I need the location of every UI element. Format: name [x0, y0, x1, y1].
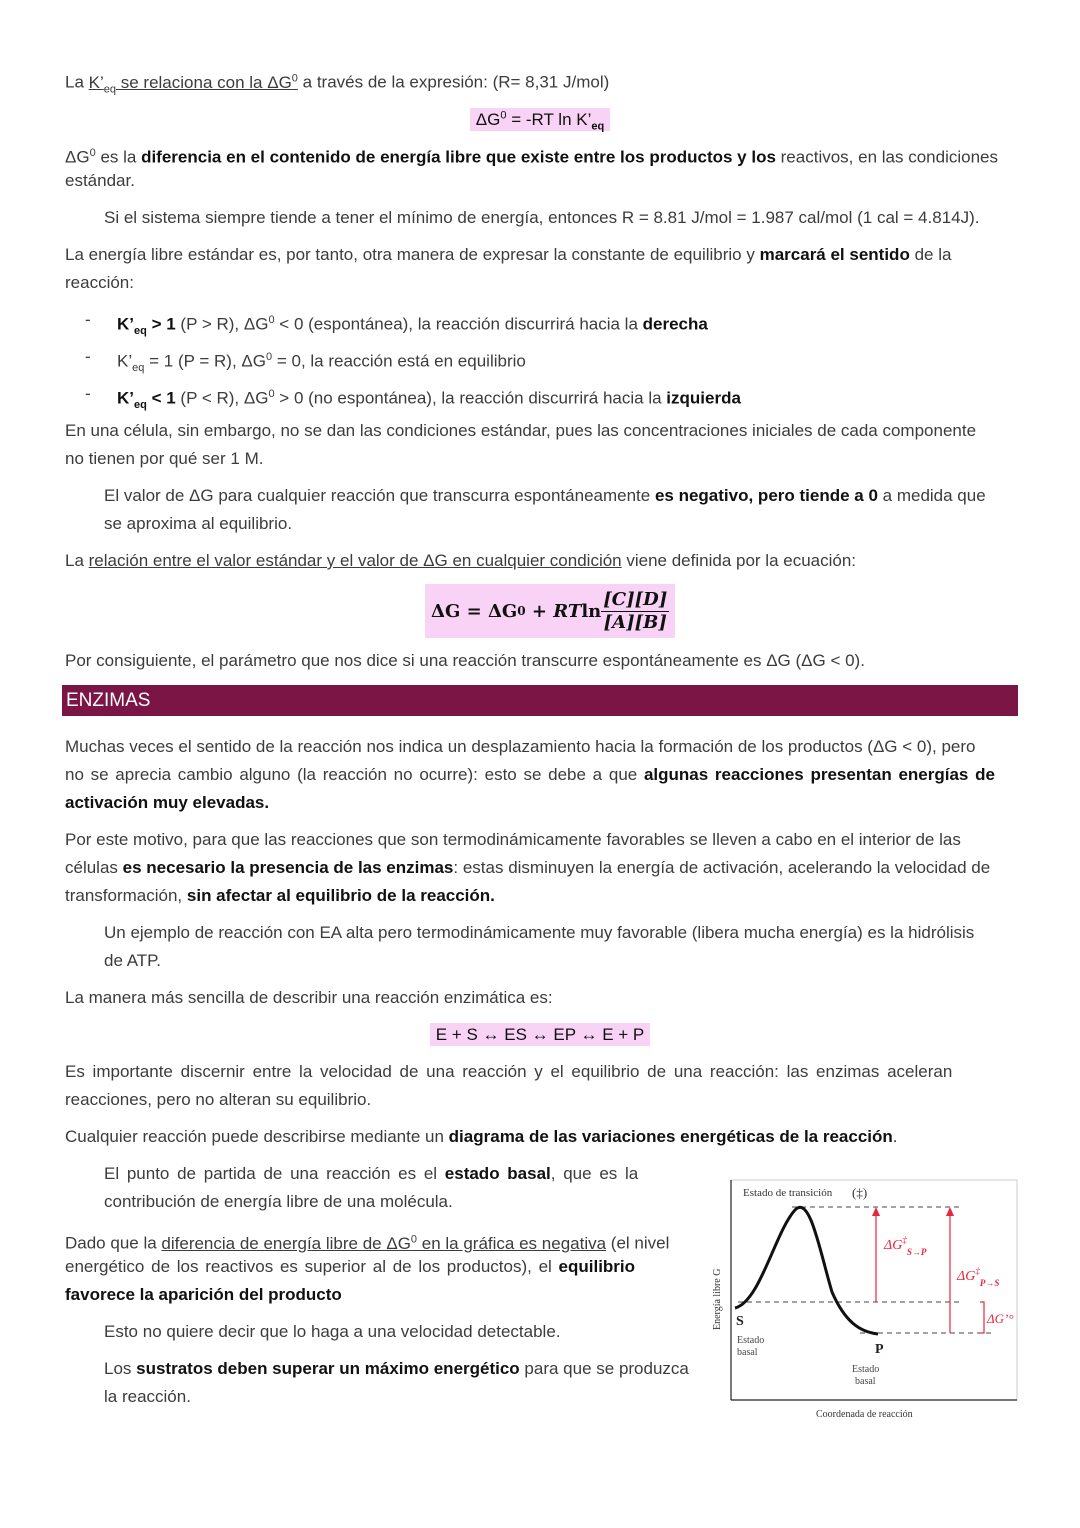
- paragraph-dg-negative-end: favorece la aparición del producto: [65, 1285, 342, 1304]
- paragraph-activation-cont: no se aprecia cambio alguno (la reacción no ocurre): esto se debe a que algunas reacciones presentan energías de: [65, 765, 995, 784]
- list-item-dash: -: [85, 310, 91, 329]
- paragraph-enzymatic-reaction: La manera más sencilla de describir una reacción enzimática es:: [65, 988, 553, 1007]
- paragraph-keq-relation: La $K’_{eq}$ se relaciona con la $\Delta G^0$ a través de la expresión: (R= 8,31 J/mol): [65, 72, 610, 96]
- paragraph-enzymes-needed-cont: células es necesario la presencia de las enzimas: estas disminuyen la energía de activación, acelerando la velocidad de: [65, 858, 991, 877]
- transition-symbol: (‡): [852, 1185, 868, 1200]
- paragraph-basal-state-cont: contribución de energía libre de una molécula.: [104, 1192, 453, 1211]
- paragraph-free-energy-standard: La energía libre estándar es, por tanto, otra manera de expresar la constante de equilibrio y marcará el sentido de la: [65, 245, 952, 264]
- paragraph-dg0-definition-cont: estándar.: [65, 171, 135, 190]
- equation-dg: ΔG = ΔG 0 + RT ln $\frac{[C][D]}{[A][B]}$: [425, 584, 675, 638]
- paragraph-detectable: Esto no quiere decir que lo haga a una velocidad detectable.: [104, 1322, 561, 1341]
- paragraph-dg-negative: Dado que la diferencia de energía libre de $\Delta G^0$ en la gráfica es negativa (el nivel: [65, 1233, 670, 1253]
- paragraph-substrates: Los sustratos deben superar un máximo energético para que se produzca: [104, 1359, 689, 1378]
- paragraph-atp-example: Un ejemplo de reacción con EA alta pero termodinámicamente muy favorable (libera mucha energía) es la hidrólisis: [104, 923, 975, 942]
- paragraph-cell-conditions: En una célula, sin embargo, no se dan las condiciones estándar, pues las concentraciones iniciales de cada componente: [65, 421, 977, 440]
- dg-p-s-label: $\Delta G^\ddagger_{P\to S}$: [957, 1266, 1000, 1288]
- transition-state-label: Estado de transición: [743, 1187, 833, 1199]
- paragraph-free-energy-standard-cont: reacción:: [65, 273, 134, 292]
- s-basal-label-2: basal: [737, 1347, 758, 1358]
- s-label: S: [736, 1314, 744, 1329]
- paragraph-velocity: Es importante discernir entre la velocidad de una reacción y el equilibrio de una reacción: las enzimas aceleran: [65, 1062, 953, 1081]
- energy-diagram: [700, 1172, 1025, 1428]
- list-item-dash: -: [85, 347, 91, 366]
- equation-enzymatic: E + S ↔ ES ↔ EP ↔ E + P: [0, 1021, 1080, 1049]
- paragraph-diagram-intro: Cualquier reacción puede describirse mediante un diagrama de las variaciones energéticas de la reacción.: [65, 1127, 898, 1146]
- list-item: $K’_{eq} < 1$ (P < R), $\Delta G^0 > 0$ (no espontánea), la reacción discurrirá hacia la izquierda: [117, 388, 741, 412]
- section-banner-enzimas: [62, 685, 1018, 716]
- paragraph-enzymes-needed-end: transformación, sin afectar al equilibrio de la reacción.: [65, 886, 495, 905]
- y-axis-label: Energía libre G: [712, 1268, 723, 1330]
- paragraph-substrates-cont: la reacción.: [104, 1387, 191, 1406]
- fraction: $\frac{[C][D]}{[A][B]}$: [603, 588, 668, 633]
- p-basal-label-2: basal: [855, 1376, 876, 1387]
- dg-s-p-label: $\Delta G^\ddagger_{S\to P}$: [884, 1235, 927, 1257]
- paragraph-dg-value-cont: se aproxima al equilibrio.: [104, 514, 293, 533]
- paragraph-activation-end: activación muy elevadas.: [65, 793, 270, 812]
- paragraph-r-value: Si el sistema siempre tiende a tener el mínimo de energía, entonces R = 8.81 J/mol = 1.987 cal/mol (1 cal = 4.814J).: [104, 208, 980, 227]
- paragraph-basal-state: El punto de partida de una reacción es el estado basal, que es la: [104, 1164, 639, 1183]
- paragraph-enzymes-needed: Por este motivo, para que las reacciones que son termodinámicamente favorables se lleven a cabo en el interior de las: [65, 830, 961, 849]
- x-axis-label: Coordenada de reacción: [816, 1409, 913, 1420]
- p-label: P: [875, 1342, 884, 1357]
- dg0-label: ΔG’°: [987, 1311, 1014, 1326]
- p-basal-label: Estado: [852, 1364, 880, 1375]
- paragraph-atp-example-cont: de ATP.: [104, 951, 162, 970]
- paragraph-cell-conditions-cont: no tienen por qué ser 1 M.: [65, 449, 264, 468]
- paragraph-relation: La relación entre el valor estándar y el valor de ΔG en cualquier condición viene definida por la ecuación:: [65, 551, 857, 570]
- section-title: ENZIMAS: [66, 690, 151, 711]
- s-basal-label: Estado: [737, 1335, 765, 1346]
- paragraph-velocity-cont: reacciones, pero no alteran su equilibrio.: [65, 1090, 372, 1109]
- list-item-dash: -: [85, 384, 91, 403]
- paragraph-dg-negative-cont: energético de los reactivos es superior al de los productos), el equilibrio: [65, 1257, 636, 1276]
- paragraph-spontaneous: Por consiguiente, el parámetro que nos dice si una reacción transcurre espontáneamente es ΔG (ΔG < 0).: [65, 651, 865, 670]
- list-item: $K’_{eq} = 1$ (P = R), $\Delta G^0 = 0$, la reacción está en equilibrio: [117, 351, 526, 375]
- paragraph-activation: Muchas veces el sentido de la reacción nos indica un desplazamiento hacia la formación de los productos (ΔG < 0), pero: [65, 737, 976, 756]
- equation-dg0: $\Delta G^0 = -RT$ $\ln K’_{eq}$: [0, 101, 1080, 140]
- paragraph-dg-value: El valor de ΔG para cualquier reacción que transcurra espontáneamente es negativo, pero tiende a 0 a medida que: [104, 486, 986, 505]
- paragraph-dg0-definition: $\Delta G^0$ es la diferencia en el contenido de energía libre que existe entre los productos y los reactivos, en las condiciones: [65, 147, 998, 167]
- list-item: $K’_{eq} > 1$ (P > R), $\Delta G^0 < 0$ (espontánea), la reacción discurrirá hacia la derecha: [117, 314, 708, 338]
